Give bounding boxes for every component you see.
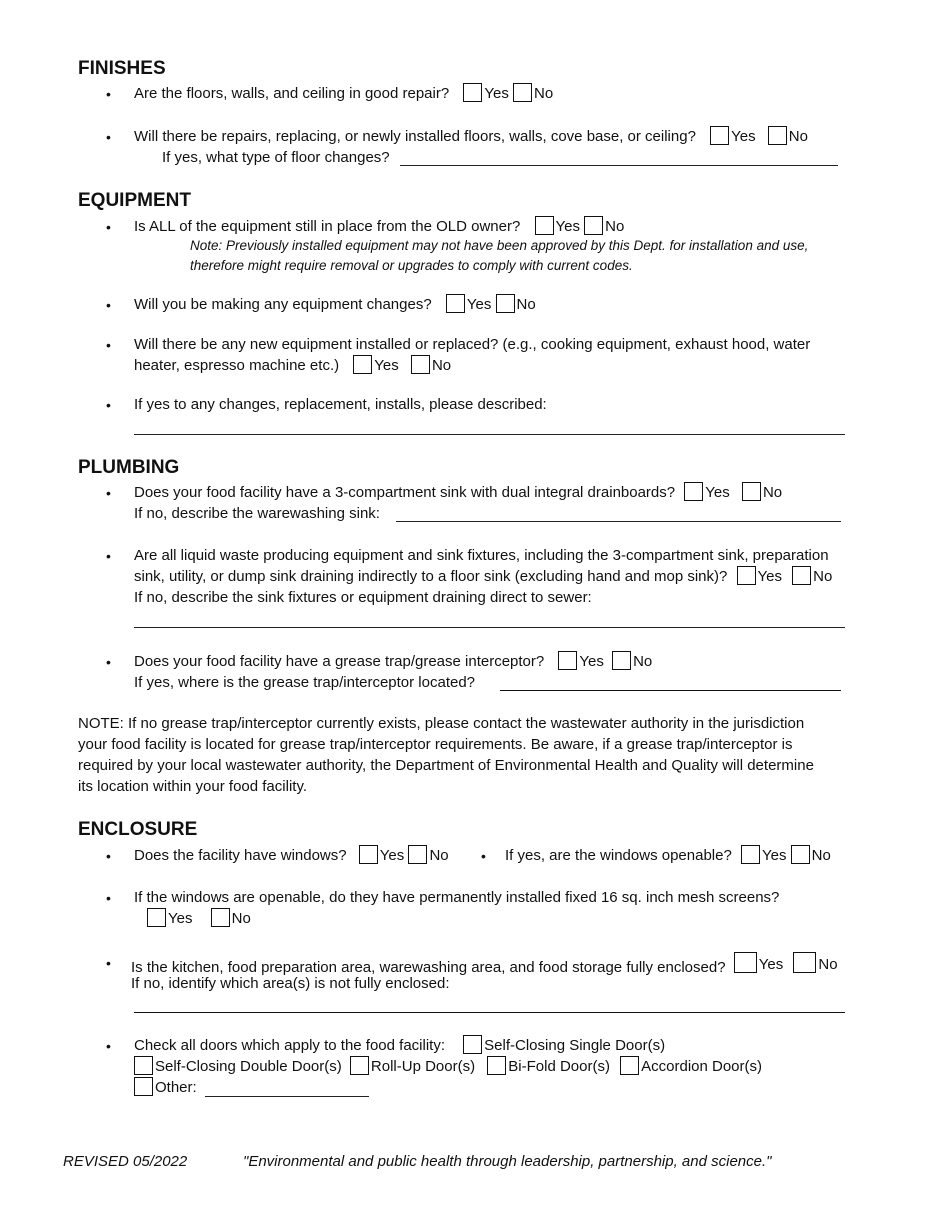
checkbox[interactable] xyxy=(359,845,378,864)
plumbing-q1-no-option[interactable] xyxy=(742,482,782,503)
checkbox[interactable] xyxy=(535,216,554,235)
checkbox[interactable] xyxy=(737,566,756,585)
door-rollup-label: Roll-Up Door(s) xyxy=(370,1058,476,1075)
equipment-note-line1: Note: Previously installed equipment may not have been approved by this Dept. for installation and use, xyxy=(190,238,809,253)
finishes-q2-no-option[interactable] xyxy=(768,126,808,147)
checkbox[interactable] xyxy=(684,482,703,501)
checkbox[interactable] xyxy=(513,83,532,102)
door-accordion-label: Accordion Door(s) xyxy=(641,1058,763,1075)
checkbox[interactable] xyxy=(353,355,372,374)
question-text: Is the kitchen, food preparation area, warewashing area, and food storage fully enclosed? xyxy=(131,959,726,976)
question-text: Will you be making any equipment changes? xyxy=(134,296,432,313)
grease-note-line3: required by your local wastewater authority, the Department of Environmental Health and Quality will determine xyxy=(78,757,814,774)
plumbing-q3-row xyxy=(134,651,652,672)
no-label: No xyxy=(231,910,251,927)
equipment-q2-row xyxy=(134,294,536,315)
finishes-q1-row xyxy=(134,83,553,104)
plumbing-q1-followup: If no, describe the warewashing sink: xyxy=(134,505,380,522)
question-text: Does your food facility have a 3-compartment sink with dual integral drainboards? xyxy=(134,484,676,501)
checkbox[interactable] xyxy=(620,1056,639,1075)
door-options-row xyxy=(134,1056,762,1077)
plumbing-q1-yes-option[interactable] xyxy=(684,482,729,503)
no-label: No xyxy=(516,296,536,313)
bullet: • xyxy=(106,219,111,235)
finishes-q1-yes-option[interactable] xyxy=(463,83,508,104)
door-single-label: Self-Closing Single Door(s) xyxy=(484,1037,666,1054)
question-text: Will there be repairs, replacing, or newly installed floors, walls, cove base, or ceiling? xyxy=(134,128,696,145)
checkbox[interactable] xyxy=(134,1077,153,1096)
checkbox[interactable] xyxy=(446,294,465,313)
bullet: • xyxy=(481,848,486,864)
bullet: • xyxy=(106,548,111,564)
bullet: • xyxy=(106,955,111,971)
finishes-q1-no-option[interactable] xyxy=(513,83,553,104)
checkbox[interactable] xyxy=(496,294,515,313)
door-other-option[interactable] xyxy=(134,1077,197,1098)
checkbox[interactable] xyxy=(558,651,577,670)
checkbox[interactable] xyxy=(584,216,603,235)
door-bifold-label: Bi-Fold Door(s) xyxy=(508,1058,610,1075)
door-rollup-option[interactable] xyxy=(350,1056,475,1077)
question-text: If yes, are the windows openable? xyxy=(505,847,732,864)
section-heading-enclosure: ENCLOSURE xyxy=(78,819,198,840)
door-accordion-option[interactable] xyxy=(620,1056,762,1077)
bullet: • xyxy=(106,297,111,313)
checkbox[interactable] xyxy=(463,83,482,102)
enclosure-q2-no-option[interactable] xyxy=(211,908,251,929)
door-other-answer-line[interactable] xyxy=(205,1096,369,1097)
no-label: No xyxy=(762,484,783,501)
enclosure-q2-yes-option[interactable] xyxy=(147,908,192,929)
enclosure-q3-no-option[interactable] xyxy=(793,952,837,975)
enclosure-q2-options xyxy=(147,908,251,929)
plumbing-q2-row xyxy=(134,566,832,587)
equipment-q3-line1: Will there be any new equipment installed or replaced? (e.g., cooking equipment, exhaust hood, water xyxy=(134,336,811,353)
equipment-q1-row xyxy=(134,216,624,237)
plumbing-q2-line1: Are all liquid waste producing equipment and sink fixtures, including the 3-compartment sink, preparation xyxy=(134,547,829,564)
plumbing-q3-no-option[interactable] xyxy=(612,651,652,672)
question-text: Are the floors, walls, and ceiling in good repair? xyxy=(134,85,450,102)
yes-label: Yes xyxy=(466,296,492,313)
section-heading-plumbing: PLUMBING xyxy=(78,457,180,478)
enclosure-q1b-yes-option[interactable] xyxy=(741,845,786,866)
yes-label: Yes xyxy=(374,357,399,374)
equipment-q2-yes-option[interactable] xyxy=(446,294,491,315)
enclosure-q3-yes-option[interactable] xyxy=(734,952,783,975)
no-label: No xyxy=(788,128,808,145)
checkbox[interactable] xyxy=(147,908,166,927)
equipment-q4: If yes to any changes, replacement, installs, please described: xyxy=(134,396,547,413)
no-label: No xyxy=(633,653,653,670)
enclosure-q3-followup: If no, identify which area(s) is not fully enclosed: xyxy=(131,975,450,992)
grease-note-line1: NOTE: If no grease trap/interceptor currently exists, please contact the wastewater authority in the jurisdiction xyxy=(78,715,805,732)
bullet: • xyxy=(106,1038,111,1054)
yes-label: Yes xyxy=(168,910,193,927)
checkbox[interactable] xyxy=(793,952,816,973)
checkbox[interactable] xyxy=(791,845,810,864)
checkbox[interactable] xyxy=(487,1056,506,1075)
checkbox[interactable] xyxy=(734,952,757,973)
door-double-label: Self-Closing Double Door(s) xyxy=(155,1058,342,1075)
yes-label: Yes xyxy=(758,956,784,973)
grease-note-line4: its location within your food facility. xyxy=(78,778,307,795)
checkbox[interactable] xyxy=(742,482,761,501)
enclosure-q1-yes-option[interactable] xyxy=(359,845,404,866)
checkbox[interactable] xyxy=(792,566,811,585)
section-heading-finishes: FINISHES xyxy=(78,58,166,79)
question-text: Does the facility have windows? xyxy=(134,847,347,864)
checkbox[interactable] xyxy=(612,651,631,670)
door-single-option[interactable] xyxy=(463,1035,665,1056)
yes-label: Yes xyxy=(579,653,604,670)
warewashing-sink-answer-line[interactable] xyxy=(396,521,841,522)
yes-label: Yes xyxy=(555,218,580,235)
bullet: • xyxy=(106,129,111,145)
checkbox[interactable] xyxy=(211,908,230,927)
equipment-note-line2: therefore might require removal or upgrades to comply with current codes. xyxy=(190,258,633,273)
plumbing-q2-no-option[interactable] xyxy=(792,566,832,587)
sewer-draining-answer-line[interactable] xyxy=(134,627,845,628)
no-label: No xyxy=(818,956,838,973)
equipment-q1-yes-option[interactable] xyxy=(535,216,580,237)
question-text: Does your food facility have a grease trap/grease interceptor? xyxy=(134,653,545,670)
finishes-q2-row xyxy=(134,126,808,147)
equipment-q2-no-option[interactable] xyxy=(496,294,536,315)
equipment-changes-answer-line[interactable] xyxy=(134,434,845,435)
yes-label: Yes xyxy=(761,847,787,864)
checkbox[interactable] xyxy=(408,845,427,864)
checkbox[interactable] xyxy=(411,355,430,374)
door-bifold-option[interactable] xyxy=(487,1056,610,1077)
equipment-q3-row xyxy=(134,355,451,376)
equipment-q3-yes-option[interactable] xyxy=(353,355,398,376)
checkbox[interactable] xyxy=(350,1056,369,1075)
no-label: No xyxy=(431,357,452,374)
plumbing-q3-followup: If yes, where is the grease trap/interceptor located? xyxy=(134,674,476,691)
plumbing-q2-yes-option[interactable] xyxy=(737,566,782,587)
equipment-q1-no-option[interactable] xyxy=(584,216,624,237)
checkbox[interactable] xyxy=(768,126,787,145)
no-label: No xyxy=(534,85,554,102)
not-enclosed-area-answer-line[interactable] xyxy=(134,1012,845,1013)
bullet: • xyxy=(106,485,111,501)
bullet: • xyxy=(106,397,111,413)
no-label: No xyxy=(429,847,449,864)
no-label: No xyxy=(813,568,833,585)
checkbox[interactable] xyxy=(134,1056,153,1075)
question-text: Is ALL of the equipment still in place from the OLD owner? xyxy=(134,218,521,235)
enclosure-q1b-no-option[interactable] xyxy=(791,845,831,866)
checkbox[interactable] xyxy=(741,845,760,864)
plumbing-q2-followup: If no, describe the sink fixtures or equipment draining direct to sewer: xyxy=(134,589,592,606)
yes-label: Yes xyxy=(731,128,756,145)
floor-changes-answer-line[interactable] xyxy=(400,165,838,166)
bullet: • xyxy=(106,848,111,864)
grease-note-line2: your food facility is located for grease trap/interceptor requirements. Be aware, if a grease trap/interceptor is xyxy=(78,736,793,753)
yes-label: Yes xyxy=(757,568,782,585)
enclosure-q2: If the windows are openable, do they have permanently installed fixed 16 sq. inch mesh screens? xyxy=(134,889,780,906)
no-label: No xyxy=(811,847,831,864)
yes-label: Yes xyxy=(379,847,405,864)
equipment-q3-no-option[interactable] xyxy=(411,355,451,376)
bullet: • xyxy=(106,337,111,353)
enclosure-q1-no-option[interactable] xyxy=(408,845,448,866)
question-text: Check all doors which apply to the food facility: xyxy=(134,1037,445,1054)
question-text: heater, espresso machine etc.) xyxy=(134,357,340,374)
footer-revised-date: REVISED 05/2022 xyxy=(63,1153,188,1170)
no-label: No xyxy=(605,218,625,235)
grease-trap-location-answer-line[interactable] xyxy=(500,690,841,691)
bullet: • xyxy=(106,890,111,906)
section-heading-equipment: EQUIPMENT xyxy=(78,190,191,211)
door-other-label: Other: xyxy=(155,1079,197,1096)
checkbox[interactable] xyxy=(463,1035,482,1054)
enclosure-q1b-row xyxy=(505,845,831,866)
question-text: sink, utility, or dump sink draining indirectly to a floor sink (excluding hand and mop sink)? xyxy=(134,568,728,585)
plumbing-q3-yes-option[interactable] xyxy=(558,651,603,672)
enclosure-q1-row xyxy=(134,845,449,866)
finishes-q2-yes-option[interactable] xyxy=(710,126,755,147)
bullet: • xyxy=(106,654,111,670)
enclosure-q4-row xyxy=(134,1035,665,1056)
yes-label: Yes xyxy=(484,85,509,102)
checkbox[interactable] xyxy=(710,126,729,145)
yes-label: Yes xyxy=(705,484,730,501)
door-other-row xyxy=(134,1077,197,1098)
bullet: • xyxy=(106,86,111,102)
door-double-option[interactable] xyxy=(134,1056,342,1077)
footer-motto: "Environmental and public health through leadership, partnership, and science." xyxy=(243,1153,772,1170)
plumbing-q1-row xyxy=(134,482,782,503)
finishes-q2-followup: If yes, what type of floor changes? xyxy=(162,149,390,166)
